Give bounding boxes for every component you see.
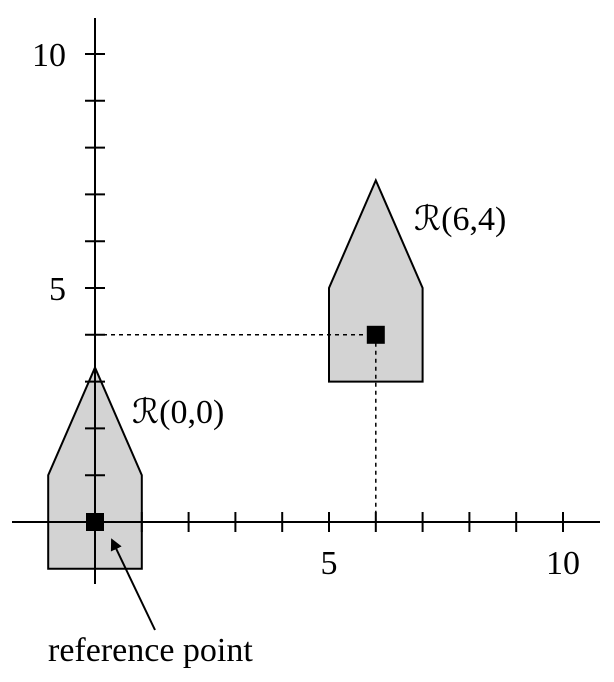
y-tick-label-10: 10 [32, 37, 66, 74]
x-tick-label-5: 5 [320, 545, 338, 582]
reference-point-label: reference point [48, 632, 253, 669]
shape-label-origin: ℛ(0,0) [132, 394, 225, 431]
reference-point-marker-6-4 [367, 326, 385, 344]
y-tick-label-5: 5 [49, 271, 66, 308]
x-tick-label-10: 10 [546, 545, 580, 582]
reference-point-marker-origin [86, 513, 104, 531]
shape-label-6-4: ℛ(6,4) [414, 201, 507, 238]
